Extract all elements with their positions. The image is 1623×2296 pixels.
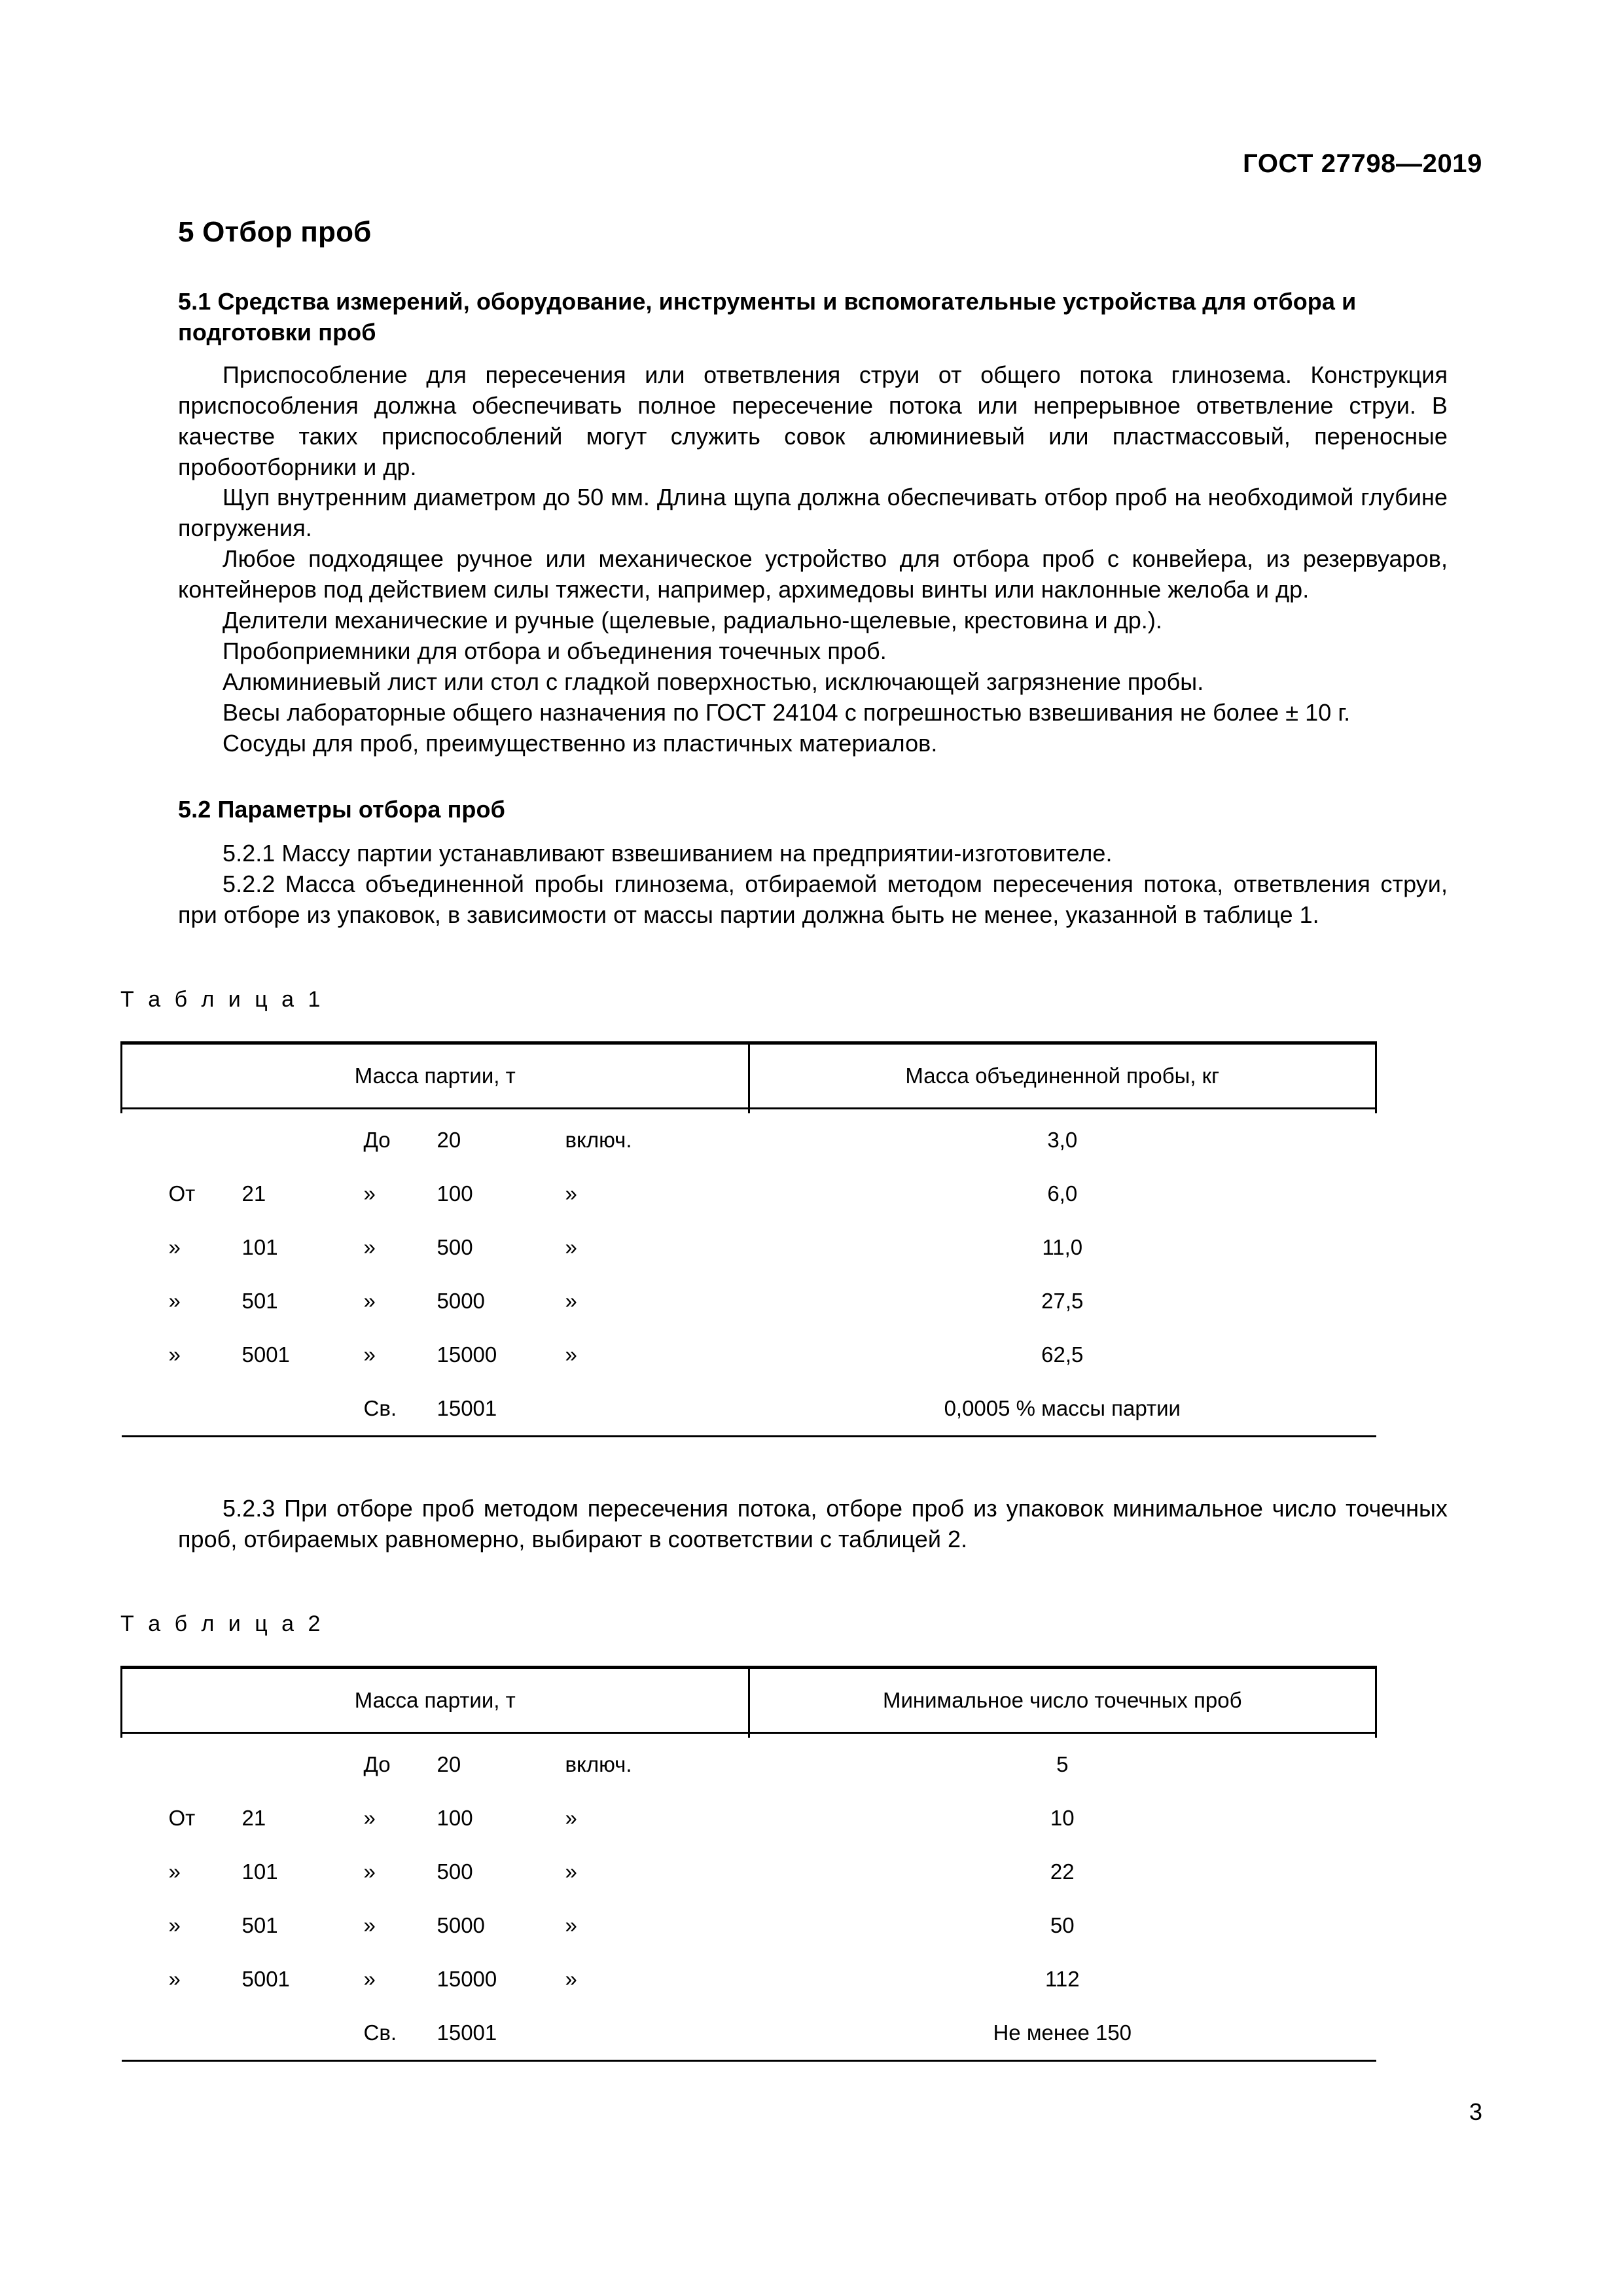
paragraph-sample-vessels: Сосуды для проб, преимущественно из пластичных материалов. <box>223 730 938 757</box>
table-1-value: 0,0005 % массы партии <box>749 1382 1376 1437</box>
table-2 <box>120 1666 1377 2062</box>
range-low: 21 <box>241 1181 266 1206</box>
table-2-value: 5 <box>1056 1751 1069 1776</box>
table-1 <box>120 1041 1377 1437</box>
range-high: 15000 <box>437 1342 497 1367</box>
table-2-range-cell <box>122 1845 749 1899</box>
paragraph-sample-receivers: Пробоприемники для отбора и объединения точечных проб. <box>223 637 887 665</box>
range-high: 15001 <box>437 2020 497 2045</box>
range-mid: Св. <box>363 2020 397 2045</box>
range-low: 501 <box>241 1288 278 1313</box>
range-low: 21 <box>241 1805 266 1830</box>
table-row <box>122 1845 1376 1899</box>
table-2-header-row <box>122 1667 1376 1732</box>
table-row <box>122 1952 1376 2006</box>
paragraph-dividers: Делители механические и ручные (щелевые, радиально-щелевые, крестовина и др.). <box>223 607 1162 634</box>
range-incl: » <box>565 1288 577 1313</box>
paragraph-5-2-1: 5.2.1 Массу партии устанавливают взвешиванием на предприятии-изготовителе. <box>223 839 1113 867</box>
table-1-header-rule <box>122 1108 1376 1113</box>
range-from: » <box>168 1859 181 1884</box>
table-row <box>122 1167 1376 1221</box>
table-1-header-mass: Масса партии, т <box>122 1043 749 1108</box>
table-1-header-row <box>122 1043 1376 1108</box>
range-high: 5000 <box>437 1288 485 1313</box>
table-2-range-cell <box>122 1791 749 1845</box>
table-2-value: 22 <box>1050 1859 1075 1884</box>
table-1-value: 6,0 <box>1047 1181 1078 1206</box>
range-from: » <box>168 1912 181 1937</box>
section-heading-5: 5 Отбор проб <box>178 216 372 248</box>
range-mid: » <box>363 1288 376 1313</box>
range-mid: До <box>363 1751 391 1776</box>
range-high: 20 <box>437 1751 461 1776</box>
range-incl: включ. <box>565 1751 632 1776</box>
range-high: 100 <box>437 1805 473 1830</box>
range-high: 100 <box>437 1181 473 1206</box>
table-2-range-cell <box>122 1738 749 1791</box>
range-mid: » <box>363 1342 376 1367</box>
range-high: 500 <box>437 1234 473 1259</box>
table-row <box>122 1791 1376 1845</box>
table-2-value: 112 <box>1044 1966 1080 1991</box>
table-1-range-cell <box>122 1221 749 1274</box>
range-incl: » <box>565 1805 577 1830</box>
subsection-heading-5-2: 5.2 Параметры отбора проб <box>178 796 505 823</box>
paragraph-aluminium-sheet: Алюминиевый лист или стол с гладкой поверхностью, исключающей загрязнение пробы. <box>223 668 1204 696</box>
range-mid: » <box>363 1805 376 1830</box>
range-from: » <box>168 1288 181 1313</box>
table-1-value: 62,5 <box>1041 1342 1084 1367</box>
range-from: » <box>168 1342 181 1367</box>
table-1-range-cell <box>122 1274 749 1328</box>
table-row <box>122 2006 1376 2061</box>
subsection-heading-5-1: 5.1 Средства измерений, оборудование, инструменты и вспомогательные устройства для отбора и подготовки проб <box>178 288 1357 346</box>
table-row <box>122 1328 1376 1382</box>
range-low: 101 <box>241 1234 278 1259</box>
table-1-value: 3,0 <box>1047 1127 1078 1152</box>
range-mid: » <box>363 1859 376 1884</box>
range-mid: » <box>363 1966 376 1991</box>
table-2-range-cell <box>122 1952 749 2006</box>
range-low: 5001 <box>241 1966 290 1991</box>
table-row <box>122 1221 1376 1274</box>
range-high: 15001 <box>437 1395 497 1420</box>
range-incl: » <box>565 1966 577 1991</box>
range-mid: До <box>363 1127 391 1152</box>
table-row <box>122 1382 1376 1437</box>
table-2-value: Не менее 150 <box>749 2006 1376 2061</box>
table-1-range-cell <box>122 1328 749 1382</box>
range-low: 101 <box>241 1859 278 1884</box>
table-row <box>122 1113 1376 1167</box>
range-low: 5001 <box>241 1342 290 1367</box>
range-mid: » <box>363 1912 376 1937</box>
table-1-range-cell <box>122 1382 749 1437</box>
table-1-range-cell <box>122 1113 749 1167</box>
table-2-range-cell <box>122 2006 749 2061</box>
range-low: 501 <box>241 1912 278 1937</box>
paragraph-laboratory-scales: Весы лабораторные общего назначения по ГОСТ 24104 с погрешностью взвешивания не более ± 10 г. <box>223 699 1351 726</box>
range-incl: » <box>565 1859 577 1884</box>
table-1-value: 11,0 <box>1042 1234 1083 1259</box>
range-mid: » <box>363 1234 376 1259</box>
table-row <box>122 1738 1376 1791</box>
paragraph-5-2-3: 5.2.3 При отборе проб методом пересечения потока, отборе проб из упаковок минимальное число точечных проб, отбираемых равномерно, выбирают в соответствии с таблицей 2. <box>178 1494 1448 1552</box>
table-2-header-min-increments: Минимальное число точечных проб <box>749 1667 1376 1732</box>
range-from: От <box>168 1805 196 1830</box>
spacer <box>178 1637 1448 1666</box>
range-mid: » <box>363 1181 376 1206</box>
table-1-caption: Т а б л и ц а 1 <box>120 986 325 1012</box>
spacer <box>178 1013 1448 1041</box>
spacer <box>178 931 1448 987</box>
table-1-range-cell <box>122 1167 749 1221</box>
paragraph-probe: Щуп внутренним диаметром до 50 мм. Длина щупа должна обеспечивать отбор проб на необходимой глубине погружения. <box>178 484 1448 542</box>
table-2-value: 50 <box>1050 1912 1075 1937</box>
table-2-header-mass: Масса партии, т <box>122 1667 749 1732</box>
table-2-value: 10 <box>1050 1805 1075 1830</box>
range-high: 20 <box>437 1127 461 1152</box>
page-number: 3 <box>1469 2098 1482 2125</box>
range-incl: » <box>565 1912 577 1937</box>
table-2-header-rule <box>122 1732 1376 1738</box>
paragraph-5-2-2: 5.2.2 Масса объединенной пробы глинозема, отбираемой методом пересечения потока, ответвления струи, при отборе из упаковок, в зависимости от массы партии должна быть не менее, указанной в таблице 1. <box>178 870 1448 928</box>
table-2-caption: Т а б л и ц а 2 <box>120 1611 325 1636</box>
table-row <box>122 1899 1376 1952</box>
table-1-header-sample-mass: Масса объединенной пробы, кг <box>749 1043 1376 1108</box>
range-from: » <box>168 1966 181 1991</box>
range-high: 15000 <box>437 1966 497 1991</box>
table-row <box>122 1274 1376 1328</box>
range-incl: включ. <box>565 1127 632 1152</box>
table-2-range-cell <box>122 1899 749 1952</box>
range-incl: » <box>565 1181 577 1206</box>
range-from: От <box>168 1181 196 1206</box>
range-from: » <box>168 1234 181 1259</box>
paragraph-equipment-sampling-device: Приспособление для пересечения или ответвления струи от общего потока глинозема. Конструкция приспособления должна обеспечивать полное пересечение потока или непрерывное ответвление струи. В качестве таких приспособлений могут служить совок алюминиевый или пластмассовый, переносные пробоотборники и др. <box>178 361 1448 480</box>
spacer <box>178 1437 1448 1494</box>
spacer <box>178 1555 1448 1611</box>
range-high: 5000 <box>437 1912 485 1937</box>
range-high: 500 <box>437 1859 473 1884</box>
paragraph-manual-mechanical-device: Любое подходящее ручное или механическое устройство для отбора проб с конвейера, из резервуаров, контейнеров под действием силы тяжести, например, архимедовы винты или наклонные желоба и др. <box>178 545 1448 603</box>
range-incl: » <box>565 1234 577 1259</box>
standard-reference-header: ГОСТ 27798—2019 <box>1243 149 1482 178</box>
page-content <box>120 216 1448 2062</box>
range-incl: » <box>565 1342 577 1367</box>
table-1-value: 27,5 <box>1041 1288 1084 1313</box>
range-mid: Св. <box>363 1395 397 1420</box>
